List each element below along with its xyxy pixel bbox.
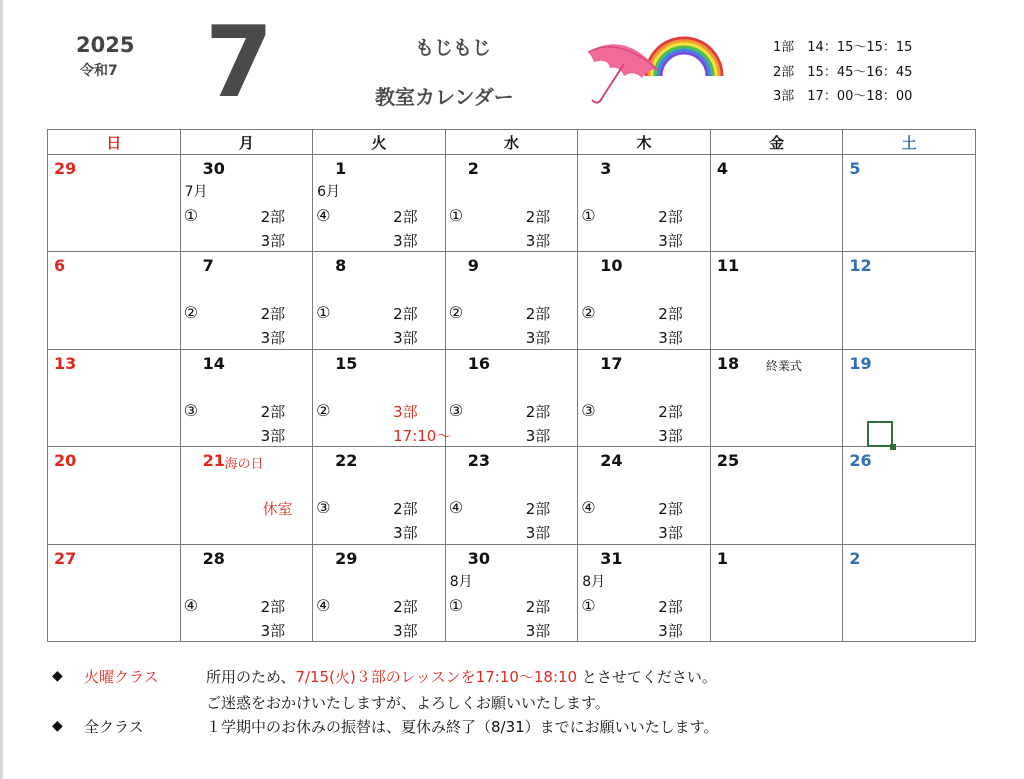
time-session-2: 2部 15：45〜16：45 — [773, 64, 913, 80]
rainbow-icon — [646, 38, 722, 76]
session-3-label: 3部 — [260, 232, 286, 250]
day-number: 22 — [335, 451, 358, 471]
calendar-day-cell[interactable] — [578, 447, 711, 544]
session-2-label: 3部 — [393, 402, 418, 421]
session-3-label: 3部 — [393, 621, 418, 640]
day-number: 25 — [716, 451, 740, 471]
week-row — [48, 252, 976, 349]
month-note: 8月 — [449, 573, 473, 590]
note-line-3-bullet — [52, 716, 63, 734]
session-2-label: 2部 — [658, 597, 683, 616]
weekday-mon: 月 — [180, 130, 313, 155]
session-2-label: 2部 — [658, 402, 683, 421]
session-2-label: 2部 — [658, 208, 683, 226]
day-number: 5 — [849, 159, 861, 178]
month-note: 7月 — [184, 184, 208, 200]
day-number: 8 — [335, 256, 347, 276]
calendar-day-cell[interactable] — [313, 252, 446, 349]
day-number: 30 — [202, 159, 225, 178]
lesson-number: ④ — [316, 595, 331, 615]
weekday-tue: 火 — [313, 130, 446, 155]
calendar-day-cell[interactable] — [578, 252, 711, 349]
week-row — [48, 544, 976, 641]
day-number: 24 — [600, 451, 623, 471]
session-2-label: 2部 — [260, 402, 286, 421]
session-2-label: 2部 — [260, 305, 286, 324]
calendar-day-cell[interactable] — [445, 544, 578, 641]
day-number: 26 — [849, 451, 872, 471]
session-3-label: 3部 — [658, 232, 683, 250]
note-line-1-pre: 所用のため、 — [206, 668, 296, 686]
calendar-day-cell[interactable] — [710, 155, 843, 252]
session-2-label: 2部 — [260, 208, 286, 226]
week-row — [48, 155, 976, 252]
session-2-label: 2部 — [260, 597, 286, 616]
calendar-day-cell[interactable] — [48, 447, 181, 544]
day-number: 2 — [467, 159, 479, 178]
lesson-number: ① — [448, 595, 464, 615]
weekday-sun: 日 — [48, 130, 181, 155]
calendar-day-cell[interactable] — [445, 447, 578, 544]
session-3-label: 3部 — [658, 329, 683, 348]
calendar-day-cell[interactable] — [180, 544, 313, 641]
note-label-tuesday: 火曜クラス — [84, 668, 159, 686]
day-number: 7 — [202, 256, 214, 276]
calendar-day-cell[interactable] — [710, 447, 843, 544]
year-label: 2025 — [76, 33, 135, 57]
lesson-number: ① — [316, 303, 331, 323]
day-number: 17 — [600, 353, 623, 373]
day-number: 1 — [716, 548, 728, 568]
lesson-number: ② — [316, 400, 331, 420]
day-number: 18 — [716, 353, 740, 373]
calendar-day-cell[interactable] — [578, 349, 711, 446]
school-name: もじもじ — [415, 37, 492, 59]
session-2-label: 2部 — [393, 597, 418, 616]
era-label: 令和7 — [80, 63, 118, 79]
calendar-title: 教室カレンダー — [375, 85, 514, 109]
lesson-number: ① — [581, 206, 596, 225]
day-number: 31 — [600, 548, 623, 568]
calendar-day-cell[interactable] — [445, 349, 578, 446]
session-2-label: 2部 — [525, 305, 551, 324]
note-line-1 — [52, 666, 63, 684]
session-3-label: 3部 — [260, 329, 286, 348]
lesson-number: ④ — [316, 206, 331, 225]
day-number: 14 — [202, 353, 225, 373]
calendar-grid — [47, 129, 976, 642]
session-3-label: 3部 — [525, 621, 551, 640]
calendar-day-cell[interactable] — [313, 349, 452, 446]
day-number: 30 — [467, 548, 490, 568]
lesson-number: ① — [581, 595, 596, 615]
day-number: 4 — [716, 159, 728, 178]
session-3-label: 3部 — [525, 329, 551, 348]
session-3-label: 17:10〜 — [393, 426, 452, 445]
lesson-number: ③ — [581, 400, 596, 420]
day-number: 21 — [202, 451, 225, 471]
month-note: 8月 — [582, 573, 606, 590]
lesson-number: ③ — [183, 400, 198, 420]
day-number: 19 — [849, 353, 872, 373]
lesson-number: ③ — [316, 498, 331, 518]
weekday-wed: 水 — [445, 130, 578, 155]
calendar-day-cell[interactable] — [445, 252, 578, 349]
session-3-label: 3部 — [393, 329, 418, 348]
session-2-label: 2部 — [393, 208, 418, 226]
calendar-day-cell[interactable] — [445, 155, 578, 252]
session-2-label: 2部 — [393, 500, 418, 519]
session-2-label: 2部 — [393, 305, 418, 324]
calendar-day-cell[interactable] — [48, 544, 181, 641]
calendar-day-cell[interactable] — [843, 447, 976, 544]
session-3-label: 3部 — [260, 426, 286, 445]
lesson-number: ② — [448, 303, 464, 323]
note-label-all: 全クラス — [84, 718, 144, 736]
session-3-label: 3部 — [393, 524, 418, 543]
day-number: 10 — [600, 256, 623, 276]
calendar-day-cell[interactable] — [710, 252, 843, 349]
calendar-day-cell[interactable] — [313, 544, 446, 641]
session-2-label: 2部 — [525, 597, 551, 616]
day-number: 29 — [335, 548, 358, 568]
calendar-day-cell[interactable] — [180, 252, 313, 349]
month-note: 6月 — [317, 184, 341, 200]
day-number: 11 — [716, 256, 740, 276]
event-label: 終業式 — [765, 358, 802, 373]
month-number: 7 — [205, 6, 274, 120]
weekday-thu: 木 — [578, 130, 711, 155]
lesson-number: ③ — [448, 400, 464, 420]
session-3-label: 3部 — [260, 621, 286, 640]
calendar-day-cell[interactable] — [843, 252, 976, 349]
calendar-day-cell[interactable] — [710, 349, 843, 446]
calendar-day-cell[interactable] — [180, 349, 313, 446]
time-session-1: 1部 14：15〜15：15 — [773, 40, 913, 55]
lesson-number: ① — [183, 206, 198, 225]
bullet: ◆ — [52, 668, 63, 684]
day-number: 27 — [54, 548, 77, 568]
calendar-day-cell[interactable] — [180, 155, 313, 252]
bullet: ◆ — [52, 718, 63, 734]
calendar-day-cell[interactable] — [48, 349, 181, 446]
session-3-label: 3部 — [525, 232, 551, 250]
lesson-number: ① — [448, 206, 464, 225]
day-number: 15 — [335, 353, 358, 373]
day-number: 12 — [849, 256, 872, 276]
lesson-number: ④ — [183, 595, 198, 615]
calendar-day-cell[interactable] — [578, 544, 711, 641]
day-number: 29 — [54, 159, 77, 178]
calendar-day-cell[interactable] — [180, 447, 313, 544]
calendar-day-cell[interactable] — [48, 252, 181, 349]
note-line-2: ご迷惑をおかけいたしますが、よろしくお願いいたします。 — [206, 694, 610, 712]
week-row — [48, 349, 976, 446]
left-border — [0, 0, 3, 779]
calendar-day-cell[interactable] — [843, 544, 976, 641]
session-times — [773, 36, 912, 110]
lesson-number: ④ — [581, 498, 596, 518]
day-number: 13 — [54, 353, 77, 373]
note-line-1-text — [206, 666, 717, 687]
session-3-label: 3部 — [525, 524, 551, 543]
session-2-label: 2部 — [658, 500, 683, 519]
day-number: 9 — [467, 256, 479, 276]
calendar-day-cell[interactable] — [313, 155, 446, 252]
day-number: 23 — [467, 451, 490, 471]
session-3-label: 3部 — [393, 232, 418, 250]
session-3-label: 3部 — [658, 621, 683, 640]
day-number: 28 — [202, 548, 225, 568]
lesson-number: ② — [581, 303, 596, 323]
day-number: 20 — [54, 451, 77, 471]
session-2-label: 2部 — [525, 500, 551, 519]
weekday-sat: 土 — [843, 130, 976, 155]
day-number: 2 — [849, 548, 861, 568]
week-row — [48, 447, 976, 544]
session-2-label: 2部 — [525, 208, 551, 226]
day-number: 3 — [600, 159, 612, 178]
note-line-1-post: とさせてください。 — [581, 668, 717, 686]
closed-label: 休室 — [262, 500, 293, 519]
day-number: 6 — [54, 256, 66, 276]
calendar-day-cell[interactable] — [48, 155, 181, 252]
calendar-day-cell[interactable] — [843, 155, 976, 252]
calendar-day-cell[interactable] — [843, 349, 976, 446]
note-line-3: １学期中のお休みの振替は、夏休み終了（8/31）までにお願いいたします。 — [206, 718, 719, 736]
lesson-number: ② — [183, 303, 198, 323]
weekday-fri: 金 — [710, 130, 843, 155]
day-number: 1 — [335, 159, 347, 178]
session-3-label: 3部 — [525, 426, 551, 445]
calendar-day-cell[interactable] — [578, 155, 711, 252]
weekday-header-row — [48, 130, 976, 155]
session-2-label: 2部 — [658, 305, 683, 324]
holiday-label: 海の日 — [224, 457, 264, 473]
session-3-label: 3部 — [658, 426, 683, 445]
session-2-label: 2部 — [525, 402, 551, 421]
time-session-3: 3部 17：00〜18：00 — [773, 89, 913, 104]
note-line-1-highlight: 7/15(火)３部のレッスンを17:10〜18:10 — [295, 668, 578, 686]
calendar-day-cell[interactable] — [710, 544, 843, 641]
day-number: 16 — [467, 353, 490, 373]
session-3-label: 3部 — [658, 524, 683, 543]
umbrella-icon — [580, 30, 730, 110]
lesson-number: ④ — [448, 498, 464, 518]
calendar-day-cell[interactable] — [313, 447, 446, 544]
